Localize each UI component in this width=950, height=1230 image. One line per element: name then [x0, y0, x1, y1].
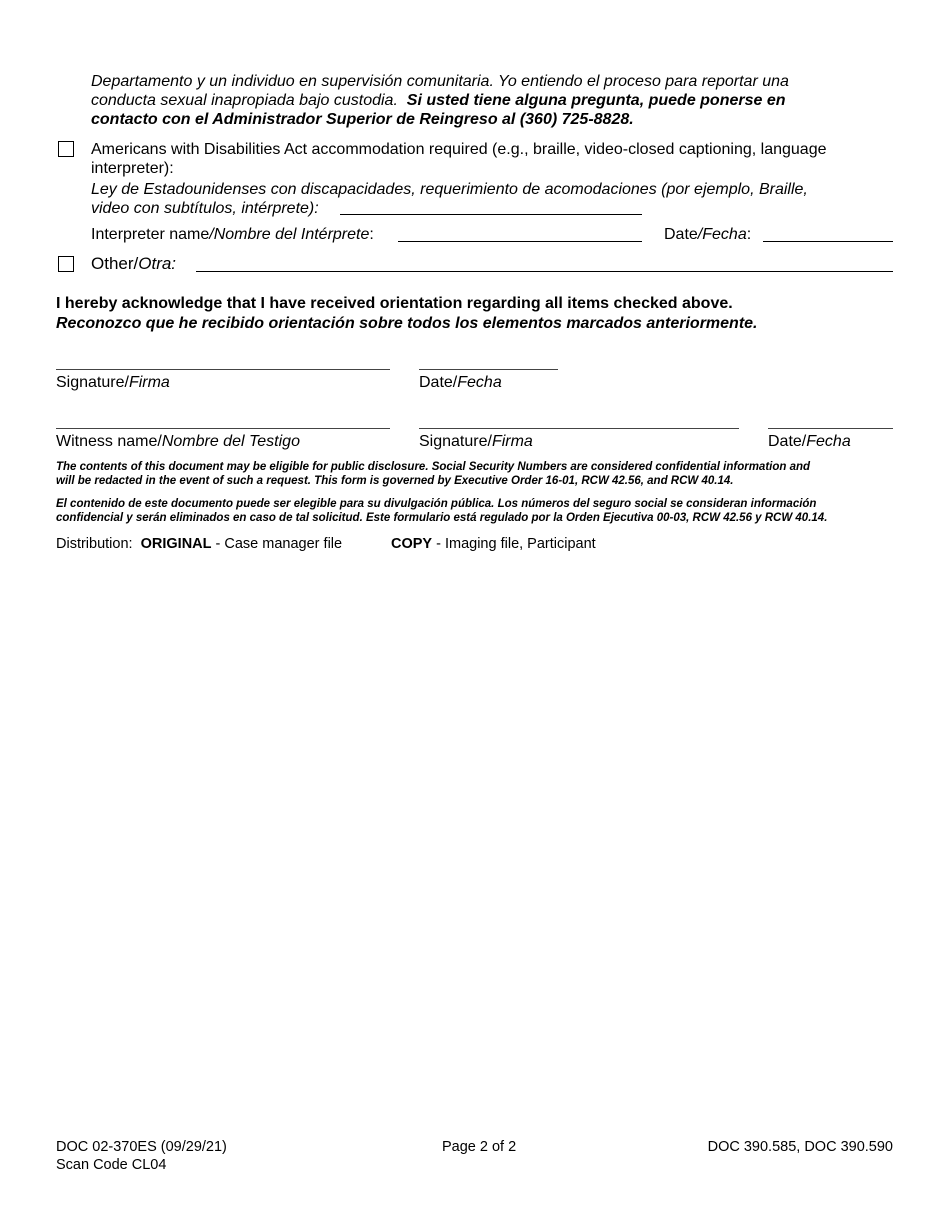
- form-number: DOC 02-370ES (09/29/21): [56, 1139, 227, 1155]
- scan-code: Scan Code CL04: [56, 1157, 167, 1173]
- other-field[interactable]: [196, 271, 893, 272]
- continued-line-3: contacto con el Administrador Superior de Reingreso al (360) 725-8828.: [91, 111, 634, 128]
- other-label: [91, 254, 176, 274]
- continued-line-2-bold: Si usted tiene alguna pregunta, puede ponerse en: [406, 92, 786, 109]
- distribution: [56, 535, 342, 553]
- ada-spanish-line-1: Ley de Estadounidenses con discapacidades, requerimiento de acomodaciones (por ejemplo, Braille,: [91, 181, 808, 198]
- witness-signature-label-es: Firma: [491, 433, 533, 450]
- witness-signature-field[interactable]: [419, 428, 739, 429]
- interpreter-date-label-es: /Fecha: [697, 226, 747, 243]
- other-checkbox[interactable]: [58, 256, 74, 272]
- interpreter-date-field[interactable]: [763, 241, 893, 242]
- interpreter-date-colon: :: [746, 226, 752, 243]
- ada-label-line-1: Americans with Disabilities Act accommodation required (e.g., braille, video-closed captioning, language: [91, 141, 827, 158]
- participant-signature-field[interactable]: [56, 369, 390, 370]
- continued-line-2-normal: conducta sexual inapropiada bajo custodia.: [91, 92, 398, 109]
- participant-date-field[interactable]: [419, 369, 558, 370]
- ada-label-line-2: interpreter):: [91, 160, 174, 177]
- participant-signature-label-en: Signature/: [56, 374, 129, 391]
- witness-name-label-en: Witness name/: [56, 433, 162, 450]
- witness-date-label-es: Fecha: [806, 433, 851, 450]
- witness-signature-label: [419, 432, 533, 451]
- witness-signature-label-en: Signature/: [419, 433, 492, 450]
- interpreter-colon: :: [369, 226, 374, 243]
- disclosure-en-line-2: will be redacted in the event of such a request. This form is governed by Executive Order 16-01, RCW 42.56, and RCW 40.14.: [56, 475, 734, 487]
- participant-date-label-es: Fecha: [457, 374, 502, 391]
- distribution-copy-text: - Imaging file, Participant: [432, 536, 596, 552]
- interpreter-label-en: Interpreter name: [91, 226, 210, 243]
- disclosure-spanish: [56, 497, 936, 525]
- continued-paragraph: [91, 72, 891, 129]
- witness-date-label: [768, 432, 851, 451]
- page-number: Page 2 of 2: [442, 1139, 517, 1155]
- interpreter-name-field[interactable]: [398, 241, 642, 242]
- participant-signature-label-es: Firma: [128, 374, 170, 391]
- ada-checkbox[interactable]: [58, 141, 74, 157]
- other-label-es: Otra:: [138, 254, 177, 273]
- distribution-original-text: - Case manager file: [211, 536, 343, 552]
- interpreter-date-label: [664, 225, 751, 244]
- ada-spanish: [91, 180, 891, 218]
- interpreter-name-label: [91, 225, 374, 244]
- witness-name-field[interactable]: [56, 428, 390, 429]
- distribution-copy-label: COPY: [391, 536, 433, 552]
- acknowledgement: [56, 294, 906, 334]
- acknowledgement-english: I hereby acknowledge that I have received orientation regarding all items checked above.: [56, 295, 733, 312]
- disclosure-es-line-1: El contenido de este documento puede ser elegible para su divulgación pública. Los números del seguro social se consideran información: [56, 498, 817, 510]
- ada-label: [91, 140, 891, 178]
- interpreter-date-label-en: Date: [664, 226, 698, 243]
- participant-date-label: [419, 373, 502, 392]
- distribution-copy: [391, 535, 596, 553]
- witness-date-field[interactable]: [768, 428, 893, 429]
- disclosure-english: [56, 460, 916, 488]
- interpreter-label-es: /Nombre del Intérprete: [209, 226, 370, 243]
- footer-left: [56, 1138, 227, 1174]
- continued-line-2: [91, 91, 891, 110]
- witness-name-label-es: Nombre del Testigo: [161, 433, 300, 450]
- participant-signature-label: [56, 373, 170, 392]
- distribution-label: Distribution:: [56, 536, 133, 552]
- policy-reference: DOC 390.585, DOC 390.590: [707, 1139, 893, 1155]
- disclosure-en-line-1: The contents of this document may be eligible for public disclosure. Social Security Numbers are considered confidential information and: [56, 461, 811, 473]
- acknowledgement-spanish: Reconozco que he recibido orientación sobre todos los elementos marcados anteriormente.: [56, 315, 758, 332]
- continued-line-1: Departamento y un individuo en supervisión comunitaria. Yo entiendo el proceso para reportar una: [91, 73, 789, 90]
- distribution-original: ORIGINAL: [140, 536, 212, 552]
- witness-name-label: [56, 432, 300, 451]
- disclosure-es-line-2: confidencial y serán eliminados en caso de tal solicitud. Este formulario está regulado por la Orden Ejecutiva 00-03, RCW 42.56 y RCW 40.14.: [56, 512, 828, 524]
- ada-spanish-line-2: video con subtítulos, intérprete):: [91, 200, 319, 217]
- participant-date-label-en: Date/: [419, 374, 458, 391]
- witness-date-label-en: Date/: [768, 433, 807, 450]
- ada-accommodation-field[interactable]: [340, 214, 642, 215]
- other-label-en: Other/: [91, 254, 139, 273]
